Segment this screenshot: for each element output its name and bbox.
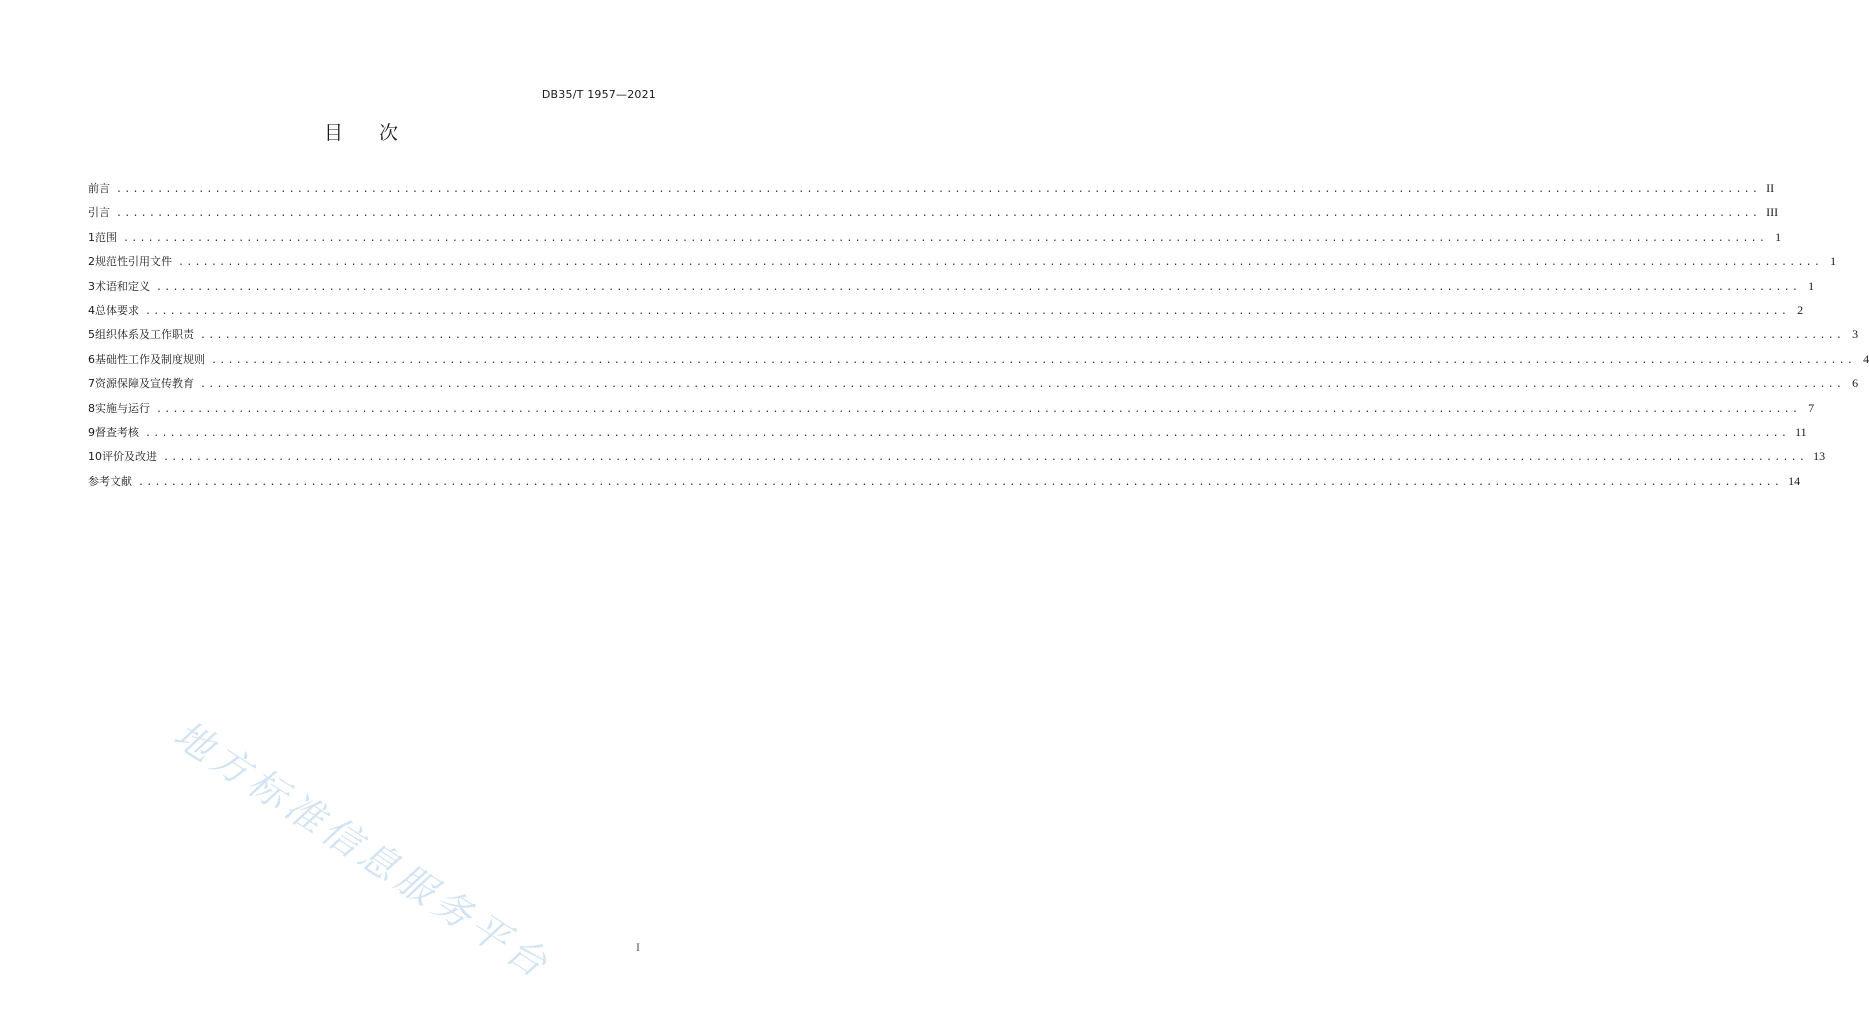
toc-entry[interactable] xyxy=(88,351,1869,375)
toc-entry[interactable] xyxy=(88,253,1837,277)
toc-leader-dots: ........................................................................................................................................................................................................ xyxy=(123,232,1768,244)
toc-entry-page: 1 xyxy=(1808,278,1815,293)
table-of-contents xyxy=(88,180,1869,497)
page-number: I xyxy=(636,940,640,954)
toc-entry[interactable] xyxy=(88,326,1859,350)
toc-entry[interactable] xyxy=(88,204,1779,228)
toc-entry-label: 组织体系及工作职责 xyxy=(95,328,194,342)
toc-leader-dots: ........................................................................................................................................................................................................ xyxy=(156,281,1801,293)
toc-entry-page: 11 xyxy=(1795,424,1807,439)
toc-leader-dots: ........................................................................................................................................................................................................ xyxy=(178,257,1823,269)
toc-entry-label: 参考文献 xyxy=(88,474,132,488)
toc-entry-label: 督查考核 xyxy=(95,425,139,439)
toc-entry[interactable] xyxy=(88,302,1804,326)
toc-entry[interactable] xyxy=(88,473,1801,497)
toc-title-left: 目 xyxy=(323,122,345,144)
toc-entry-page: 14 xyxy=(1788,473,1801,488)
toc-leader-dots: ........................................................................................................................................................................................................ xyxy=(145,427,1790,439)
toc-leader-dots: ........................................................................................................................................................................................................ xyxy=(138,476,1783,488)
toc-entry[interactable] xyxy=(88,278,1815,302)
toc-leader-dots: ........................................................................................................................................................................................................ xyxy=(116,184,1761,195)
toc-entry[interactable] xyxy=(88,424,1807,448)
toc-entry-number: 9 xyxy=(88,425,95,439)
toc-entry[interactable] xyxy=(88,400,1815,424)
toc-leader-dots: ........................................................................................................................................................................................................ xyxy=(163,452,1808,464)
toc-entry-page: 1 xyxy=(1830,254,1837,269)
toc-entry-page: 3 xyxy=(1852,327,1859,342)
toc-entry-page: 13 xyxy=(1813,449,1826,464)
toc-entry[interactable] xyxy=(88,229,1782,253)
toc-entry-number: 10 xyxy=(88,450,102,464)
toc-entry[interactable] xyxy=(88,375,1859,399)
toc-entry-number: 3 xyxy=(88,279,95,293)
toc-entry-label: 引言 xyxy=(88,206,110,220)
toc-entry-label: 范围 xyxy=(95,230,117,244)
toc-entry-number: 1 xyxy=(88,230,95,244)
toc-entry-label: 前言 xyxy=(88,182,110,195)
toc-entry-page: 1 xyxy=(1775,229,1782,244)
toc-leader-dots: ........................................................................................................................................................................................................ xyxy=(145,305,1790,317)
toc-entry-label: 术语和定义 xyxy=(95,279,150,293)
toc-entry[interactable] xyxy=(88,180,1775,204)
toc-entry-number: 7 xyxy=(88,377,95,391)
toc-leader-dots: ........................................................................................................................................................................................................ xyxy=(200,330,1845,342)
toc-entry-label: 实施与运行 xyxy=(95,401,150,415)
toc-entry-label: 规范性引用文件 xyxy=(95,255,172,269)
toc-leader-dots: ........................................................................................................................................................................................................ xyxy=(156,403,1801,415)
toc-entry-page: 4 xyxy=(1863,351,1869,366)
toc-entry-page: III xyxy=(1766,205,1779,220)
toc-entry-page: II xyxy=(1766,181,1775,195)
toc-entry-label: 基础性工作及制度规则 xyxy=(95,352,205,366)
toc-leader-dots: ........................................................................................................................................................................................................ xyxy=(211,354,1856,366)
toc-entry-page: 6 xyxy=(1852,376,1859,391)
toc-leader-dots: ........................................................................................................................................................................................................ xyxy=(116,208,1761,220)
toc-entry-page: 2 xyxy=(1797,302,1804,317)
toc-title xyxy=(0,118,724,145)
toc-entry-number: 6 xyxy=(88,352,95,366)
toc-leader-dots: ........................................................................................................................................................................................................ xyxy=(200,379,1845,391)
toc-entry-number: 5 xyxy=(88,328,95,342)
toc-entry-number: 8 xyxy=(88,401,95,415)
toc-entry-label: 资源保障及宣传教育 xyxy=(95,377,194,391)
toc-entry-label: 总体要求 xyxy=(95,303,139,317)
toc-entry-label: 评价及改进 xyxy=(102,450,157,464)
toc-entry-number: 4 xyxy=(88,303,95,317)
toc-title-right: 次 xyxy=(379,122,401,144)
standard-number: DB35/T 1957—2021 xyxy=(541,88,656,101)
toc-entry-page: 7 xyxy=(1808,400,1815,415)
watermark: 地方标准信息服务平台 xyxy=(166,711,560,989)
toc-entry-number: 2 xyxy=(88,255,95,269)
toc-entry[interactable] xyxy=(88,448,1826,472)
